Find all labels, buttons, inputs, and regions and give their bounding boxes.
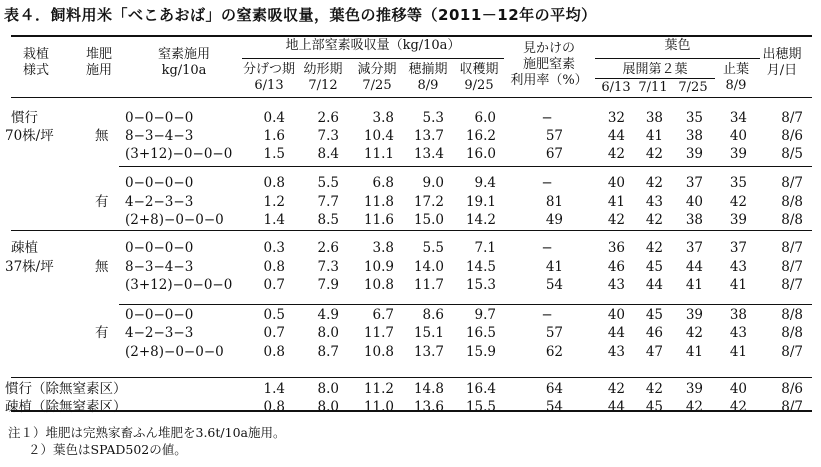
row-uptake-value: 0.8 bbox=[263, 175, 285, 191]
header-compost: 施用 bbox=[85, 63, 112, 78]
table-rule bbox=[11, 97, 812, 98]
row-uptake-value: 1.2 bbox=[263, 194, 285, 210]
row-uptake-value: 5.3 bbox=[422, 110, 444, 126]
row-uptake-value: 6.0 bbox=[474, 110, 496, 126]
row-n-applied: 0−0−0−0 bbox=[125, 240, 194, 256]
row-n-applied: 0−0−0−0 bbox=[125, 175, 194, 191]
row-leaf-value: 40 bbox=[685, 194, 703, 210]
group-separator bbox=[119, 304, 812, 305]
row-leaf-value: 44 bbox=[607, 128, 625, 144]
row-leaf-value: 37 bbox=[685, 240, 703, 256]
row-uptake-value: 0.7 bbox=[263, 325, 285, 341]
header-n-applied: kg/10a bbox=[161, 63, 207, 78]
row-leaf-value: 46 bbox=[645, 325, 663, 341]
row-uptake-value: 0.8 bbox=[263, 259, 285, 275]
row-uptake-value: 7.3 bbox=[317, 259, 339, 275]
header-flag-leaf: 止葉 bbox=[722, 62, 749, 77]
row-uptake-value: 8.7 bbox=[317, 344, 339, 360]
header-uptake-stage: 分げつ期 bbox=[242, 62, 295, 77]
row-leaf-value: 44 bbox=[685, 259, 703, 275]
row-util-rate: − bbox=[541, 240, 553, 256]
row-n-applied: (2+8)−0−0−0 bbox=[125, 212, 224, 228]
row-n-applied: 0−0−0−0 bbox=[125, 307, 194, 323]
row-heading-date: 8/6 bbox=[781, 128, 803, 144]
row-leaf-value: 40 bbox=[607, 307, 625, 323]
row-util-rate: 41 bbox=[545, 259, 563, 275]
row-uptake-value: 11.1 bbox=[363, 146, 394, 162]
row-uptake-value: 15.5 bbox=[465, 399, 496, 415]
row-compost: 有 bbox=[95, 325, 109, 341]
row-util-rate: − bbox=[541, 307, 553, 323]
row-uptake-value: 8.4 bbox=[317, 146, 339, 162]
row-uptake-value: 11.7 bbox=[413, 277, 444, 293]
row-uptake-value: 2.6 bbox=[317, 110, 339, 126]
row-heading-date: 8/7 bbox=[781, 110, 803, 126]
header-subline bbox=[595, 58, 760, 59]
row-uptake-value: 10.4 bbox=[363, 128, 394, 144]
row-uptake-value: 16.5 bbox=[465, 325, 496, 341]
table-notes bbox=[8, 424, 285, 458]
row-uptake-value: 11.0 bbox=[363, 399, 394, 415]
row-uptake-value: 1.6 bbox=[263, 128, 285, 144]
row-leaf-value: 43 bbox=[645, 194, 663, 210]
header-uptake-date: 9/25 bbox=[464, 78, 494, 93]
row-flag-leaf: 43 bbox=[729, 325, 747, 341]
row-n-applied: (3+12)−0−0−0 bbox=[125, 146, 233, 162]
row-leaf-value: 41 bbox=[607, 194, 625, 210]
row-flag-leaf: 34 bbox=[729, 110, 747, 126]
row-flag-leaf: 41 bbox=[729, 277, 747, 293]
row-uptake-value: 17.2 bbox=[413, 194, 444, 210]
header-heading-date: 出穂期 bbox=[762, 47, 802, 62]
row-heading-date: 8/8 bbox=[781, 307, 803, 323]
row-leaf-value: 42 bbox=[685, 399, 703, 415]
row-n-applied: 4−2−3−3 bbox=[125, 325, 194, 341]
row-uptake-value: 1.4 bbox=[263, 212, 285, 228]
group-separator bbox=[11, 230, 812, 231]
row-compost: 無 bbox=[95, 128, 109, 144]
header-planting: 様式 bbox=[22, 63, 49, 78]
row-flag-leaf: 39 bbox=[729, 212, 747, 228]
header-flag-date: 8/9 bbox=[725, 78, 747, 93]
row-leaf-value: 38 bbox=[685, 212, 703, 228]
row-uptake-value: 13.6 bbox=[413, 399, 444, 415]
header-util-rate: 施肥窒素 bbox=[522, 57, 575, 72]
row-leaf-value: 42 bbox=[607, 146, 625, 162]
row-leaf-value: 45 bbox=[645, 259, 663, 275]
row-leaf-value: 41 bbox=[645, 128, 663, 144]
row-leaf-value: 35 bbox=[685, 110, 703, 126]
row-n-applied: 8−3−4−3 bbox=[125, 128, 194, 144]
row-uptake-value: 13.7 bbox=[413, 344, 444, 360]
row-heading-date: 8/7 bbox=[781, 175, 803, 191]
row-leaf-value: 41 bbox=[685, 344, 703, 360]
row-uptake-value: 13.7 bbox=[413, 128, 444, 144]
row-util-rate: 54 bbox=[545, 277, 563, 293]
header-planting: 栽植 bbox=[22, 47, 49, 62]
row-flag-leaf: 41 bbox=[729, 344, 747, 360]
row-uptake-value: 0.4 bbox=[263, 110, 285, 126]
row-uptake-value: 3.8 bbox=[372, 110, 394, 126]
row-uptake-value: 1.4 bbox=[263, 381, 285, 397]
row-planting: 疎植 bbox=[11, 240, 38, 256]
note-1: 注１）堆肥は完熟家畜ふん堆肥を3.6t/10a施用。 bbox=[8, 425, 286, 440]
header-uptake-date: 7/25 bbox=[362, 78, 392, 93]
row-heading-date: 8/8 bbox=[781, 212, 803, 228]
row-leaf-value: 43 bbox=[607, 344, 625, 360]
row-leaf-value: 46 bbox=[607, 259, 625, 275]
row-flag-leaf: 37 bbox=[729, 240, 747, 256]
row-uptake-value: 10.8 bbox=[363, 344, 394, 360]
row-n-applied: (2+8)−0−0−0 bbox=[125, 344, 224, 360]
header-leaf-date: 7/11 bbox=[638, 80, 668, 95]
row-leaf-value: 42 bbox=[607, 381, 625, 397]
header-uptake-stage: 減分期 bbox=[357, 62, 397, 77]
table-rule bbox=[11, 35, 812, 37]
row-uptake-value: 5.5 bbox=[317, 175, 339, 191]
row-uptake-value: 0.7 bbox=[263, 277, 285, 293]
row-heading-date: 8/7 bbox=[781, 277, 803, 293]
row-flag-leaf: 40 bbox=[729, 128, 747, 144]
row-uptake-value: 7.3 bbox=[317, 128, 339, 144]
row-util-rate: 57 bbox=[545, 325, 563, 341]
row-heading-date: 8/6 bbox=[781, 381, 803, 397]
row-n-applied: 8−3−4−3 bbox=[125, 259, 194, 275]
header-uptake-date: 6/13 bbox=[254, 78, 284, 93]
header-leaf-date: 6/13 bbox=[601, 80, 631, 95]
header-subline bbox=[595, 78, 715, 79]
row-uptake-value: 8.0 bbox=[317, 325, 339, 341]
row-heading-date: 8/7 bbox=[781, 259, 803, 275]
header-leaf-group: 葉色 bbox=[664, 38, 691, 53]
header-uptake-group: 地上部窒素吸収量（kg/10a） bbox=[285, 38, 461, 53]
header-uptake-stage: 収穫期 bbox=[459, 62, 499, 77]
row-util-rate: 81 bbox=[545, 194, 563, 210]
row-uptake-value: 0.3 bbox=[263, 240, 285, 256]
row-heading-date: 8/8 bbox=[781, 194, 803, 210]
row-planting: 慣行（除無窒素区） bbox=[5, 381, 127, 397]
row-leaf-value: 32 bbox=[607, 110, 625, 126]
row-uptake-value: 8.0 bbox=[317, 381, 339, 397]
row-leaf-value: 45 bbox=[645, 399, 663, 415]
row-leaf-value: 41 bbox=[685, 277, 703, 293]
row-uptake-value: 11.6 bbox=[363, 212, 394, 228]
row-leaf-value: 36 bbox=[607, 240, 625, 256]
header-compost: 堆肥 bbox=[85, 47, 112, 62]
row-uptake-value: 3.8 bbox=[372, 240, 394, 256]
row-util-rate: 62 bbox=[545, 344, 563, 360]
row-uptake-value: 15.3 bbox=[465, 277, 496, 293]
row-uptake-value: 7.7 bbox=[317, 194, 339, 210]
row-leaf-value: 42 bbox=[645, 212, 663, 228]
row-uptake-value: 0.8 bbox=[263, 399, 285, 415]
row-uptake-value: 10.9 bbox=[363, 259, 394, 275]
row-uptake-value: 7.9 bbox=[317, 277, 339, 293]
row-uptake-value: 0.8 bbox=[263, 344, 285, 360]
row-heading-date: 8/7 bbox=[781, 399, 803, 415]
row-uptake-value: 8.5 bbox=[317, 212, 339, 228]
row-leaf-value: 45 bbox=[645, 307, 663, 323]
row-leaf-value: 42 bbox=[685, 325, 703, 341]
row-uptake-value: 14.8 bbox=[413, 381, 444, 397]
table-title: 表４．飼料用米「べこあおば」の窒素吸収量，葉色の推移等（2011－12年の平均） bbox=[4, 6, 597, 24]
row-uptake-value: 15.9 bbox=[465, 344, 496, 360]
row-flag-leaf: 38 bbox=[729, 307, 747, 323]
row-uptake-value: 15.0 bbox=[413, 212, 444, 228]
row-heading-date: 8/7 bbox=[781, 240, 803, 256]
row-heading-date: 8/7 bbox=[781, 344, 803, 360]
row-uptake-value: 4.9 bbox=[317, 307, 339, 323]
row-leaf-value: 42 bbox=[645, 240, 663, 256]
row-uptake-value: 13.4 bbox=[413, 146, 444, 162]
row-uptake-value: 9.4 bbox=[474, 175, 496, 191]
row-util-rate: 57 bbox=[545, 128, 563, 144]
row-leaf-value: 38 bbox=[685, 128, 703, 144]
row-leaf-value: 47 bbox=[645, 344, 663, 360]
row-util-rate: 67 bbox=[545, 146, 563, 162]
row-leaf-value: 39 bbox=[685, 307, 703, 323]
row-uptake-value: 8.6 bbox=[422, 307, 444, 323]
row-heading-date: 8/5 bbox=[781, 146, 803, 162]
row-leaf-value: 42 bbox=[607, 212, 625, 228]
row-util-rate: 54 bbox=[545, 399, 563, 415]
row-n-applied: 0−0−0−0 bbox=[125, 110, 194, 126]
row-leaf-value: 42 bbox=[645, 381, 663, 397]
row-uptake-value: 8.0 bbox=[317, 399, 339, 415]
row-leaf-value: 44 bbox=[607, 399, 625, 415]
row-leaf-value: 39 bbox=[685, 381, 703, 397]
header-util-rate: 見かけの bbox=[522, 41, 575, 56]
row-flag-leaf: 42 bbox=[729, 399, 747, 415]
row-planting: 70株/坪 bbox=[5, 128, 54, 144]
row-util-rate: 49 bbox=[545, 212, 563, 228]
row-planting: 慣行 bbox=[11, 110, 38, 126]
row-leaf-value: 43 bbox=[607, 277, 625, 293]
row-uptake-value: 5.5 bbox=[422, 240, 444, 256]
row-uptake-value: 6.8 bbox=[372, 175, 394, 191]
header-leaf-date: 7/25 bbox=[678, 80, 708, 95]
row-leaf-value: 44 bbox=[645, 277, 663, 293]
row-uptake-value: 14.5 bbox=[465, 259, 496, 275]
data-table bbox=[5, 35, 812, 415]
row-uptake-value: 14.2 bbox=[465, 212, 496, 228]
row-uptake-value: 7.1 bbox=[474, 240, 496, 256]
row-flag-leaf: 35 bbox=[729, 175, 747, 191]
row-compost: 有 bbox=[95, 194, 109, 210]
row-uptake-value: 10.8 bbox=[363, 277, 394, 293]
group-separator bbox=[119, 166, 812, 167]
header-leaf-subgroup: 展開第２葉 bbox=[622, 62, 688, 77]
row-uptake-value: 6.7 bbox=[372, 307, 394, 323]
row-uptake-value: 11.8 bbox=[363, 194, 394, 210]
row-uptake-value: 1.5 bbox=[263, 146, 285, 162]
row-flag-leaf: 43 bbox=[729, 259, 747, 275]
header-subline bbox=[242, 58, 504, 59]
row-compost: 無 bbox=[95, 259, 109, 275]
row-uptake-value: 14.0 bbox=[413, 259, 444, 275]
row-n-applied: (3+12)−0−0−0 bbox=[125, 277, 233, 293]
row-flag-leaf: 42 bbox=[729, 194, 747, 210]
row-util-rate: − bbox=[541, 175, 553, 191]
row-leaf-value: 37 bbox=[685, 175, 703, 191]
header-uptake-date: 8/9 bbox=[417, 78, 439, 93]
row-uptake-value: 11.2 bbox=[363, 381, 394, 397]
row-uptake-value: 15.1 bbox=[413, 325, 444, 341]
row-uptake-value: 9.0 bbox=[422, 175, 444, 191]
row-leaf-value: 42 bbox=[645, 146, 663, 162]
header-uptake-date: 7/12 bbox=[308, 78, 338, 93]
row-leaf-value: 42 bbox=[645, 175, 663, 191]
row-leaf-value: 39 bbox=[685, 146, 703, 162]
row-planting: 疎植（除無窒素区） bbox=[5, 399, 127, 415]
header-n-applied: 窒素施用 bbox=[157, 47, 210, 62]
header-heading-date: 月/日 bbox=[766, 63, 798, 78]
row-flag-leaf: 39 bbox=[729, 146, 747, 162]
row-uptake-value: 9.7 bbox=[474, 307, 496, 323]
table-rule bbox=[11, 377, 812, 378]
row-flag-leaf: 40 bbox=[729, 381, 747, 397]
row-uptake-value: 16.4 bbox=[465, 381, 496, 397]
row-leaf-value: 38 bbox=[645, 110, 663, 126]
row-uptake-value: 16.2 bbox=[465, 128, 496, 144]
row-uptake-value: 16.0 bbox=[465, 146, 496, 162]
row-leaf-value: 40 bbox=[607, 175, 625, 191]
row-n-applied: 4−2−3−3 bbox=[125, 194, 194, 210]
header-uptake-stage: 幼形期 bbox=[303, 62, 343, 77]
note-2: ２）葉色はSPAD502の値。 bbox=[28, 442, 187, 457]
row-uptake-value: 2.6 bbox=[317, 240, 339, 256]
row-uptake-value: 0.5 bbox=[263, 307, 285, 323]
row-util-rate: − bbox=[541, 110, 553, 126]
header-uptake-stage: 穂揃期 bbox=[408, 62, 448, 77]
header-util-rate: 利用率（%） bbox=[510, 73, 588, 88]
row-planting: 37株/坪 bbox=[5, 259, 54, 275]
row-leaf-value: 44 bbox=[607, 325, 625, 341]
row-uptake-value: 11.7 bbox=[363, 325, 394, 341]
row-util-rate: 64 bbox=[545, 381, 563, 397]
row-heading-date: 8/8 bbox=[781, 325, 803, 341]
row-uptake-value: 19.1 bbox=[465, 194, 496, 210]
